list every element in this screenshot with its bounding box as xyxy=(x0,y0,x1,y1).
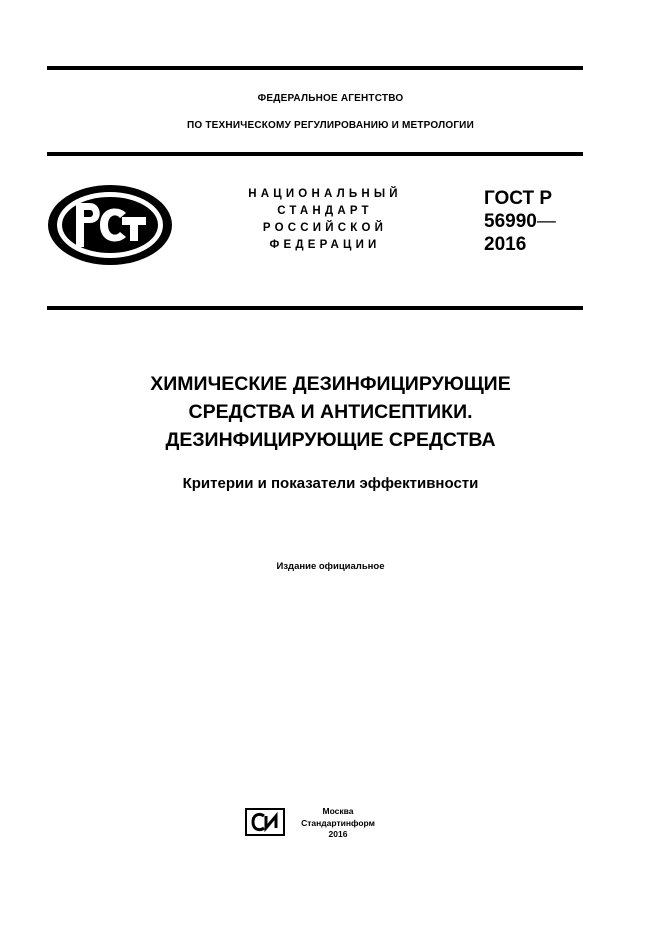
document-title xyxy=(0,370,661,454)
national-line-2: СТАНДАРТ xyxy=(277,205,373,217)
national-line-4: ФЕДЕРАЦИИ xyxy=(269,239,381,251)
publisher-logo-icon xyxy=(245,808,285,836)
rst-logo-icon xyxy=(46,183,174,267)
publisher-year: 2016 xyxy=(328,829,348,839)
national-line-3: РОССИЙСКОЙ xyxy=(262,222,388,234)
edition-note: Издание официальное xyxy=(276,561,385,572)
publisher-name: Стандартинформ xyxy=(301,817,375,828)
title-line-3: ДЕЗИНФИЦИРУЮЩИЕ СРЕДСТВА xyxy=(165,429,496,451)
standard-code-number: 56990 xyxy=(484,211,537,232)
standard-code-number-line xyxy=(484,210,556,233)
title-line-2: СРЕДСТВА И АНТИСЕПТИКИ. xyxy=(188,401,473,423)
agency-name-line1: ФЕДЕРАЛЬНОЕ АГЕНТСТВО xyxy=(257,93,404,104)
national-standard-label xyxy=(230,186,420,254)
top-rule xyxy=(47,66,583,70)
national-line-1: НАЦИОНАЛЬНЫЙ xyxy=(248,188,402,200)
standard-code-year: 2016 xyxy=(484,234,527,255)
standard-code-dash: — xyxy=(536,211,556,232)
standard-code xyxy=(484,187,556,256)
publisher-info xyxy=(290,806,386,841)
publisher-city: Москва xyxy=(322,806,354,816)
document-subtitle: Критерии и показатели эффективности xyxy=(182,475,479,492)
agency-name-line2: ПО ТЕХНИЧЕСКОМУ РЕГУЛИРОВАНИЮ И МЕТРОЛОГИИ xyxy=(187,120,474,131)
standard-code-prefix: ГОСТ Р xyxy=(484,188,553,209)
standard-bottom-rule xyxy=(47,306,583,310)
title-line-1: ХИМИЧЕСКИЕ ДЕЗИНФИЦИРУЮЩИЕ xyxy=(150,373,511,395)
header-bottom-rule xyxy=(47,152,583,156)
